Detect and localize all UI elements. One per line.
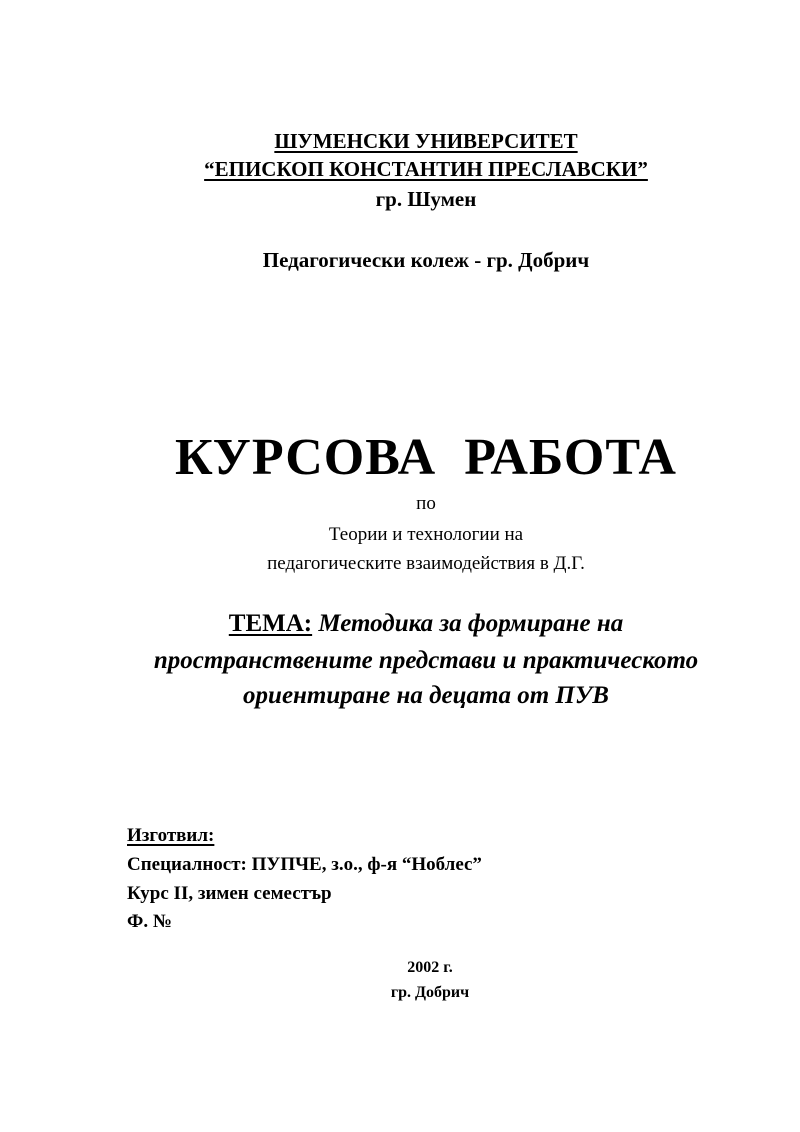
theme-line-3: ориентиране на децата от ПУВ — [243, 682, 609, 709]
faculty-number: Ф. № — [127, 911, 172, 932]
theme-line-1 — [26, 611, 800, 636]
course-info: Курс II, зимен семестър — [127, 883, 332, 904]
prepared-by-label: Изготвил: — [127, 825, 215, 846]
university-patron: “ЕПИСКОП КОНСТАНТИН ПРЕСЛАВСКИ” — [204, 157, 648, 181]
university-city: гр. Шумен — [375, 187, 477, 211]
university-name: ШУМЕНСКИ УНИВЕРСИТЕТ — [274, 129, 578, 153]
specialty: Специалност: ПУПЧЕ, з.о., ф-я “Ноблес” — [127, 854, 482, 875]
title-preposition: по — [416, 493, 436, 514]
theme-text-1: Методика за формиране на — [318, 610, 624, 637]
document-title: КУРСОВА РАБОТА — [175, 429, 677, 486]
subject-line-1: Теории и технологии на — [328, 524, 524, 545]
footer-city: гр. Добрич — [390, 984, 470, 1001]
year: 2002 г. — [407, 959, 453, 976]
college-name: Педагогически колеж - гр. Добрич — [262, 248, 590, 272]
subject-line-2: педагогическите взаимодействия в Д.Г. — [267, 553, 585, 574]
theme-label: ТЕМА: — [228, 610, 313, 637]
theme-line-2: пространствените представи и практическото — [153, 647, 699, 674]
